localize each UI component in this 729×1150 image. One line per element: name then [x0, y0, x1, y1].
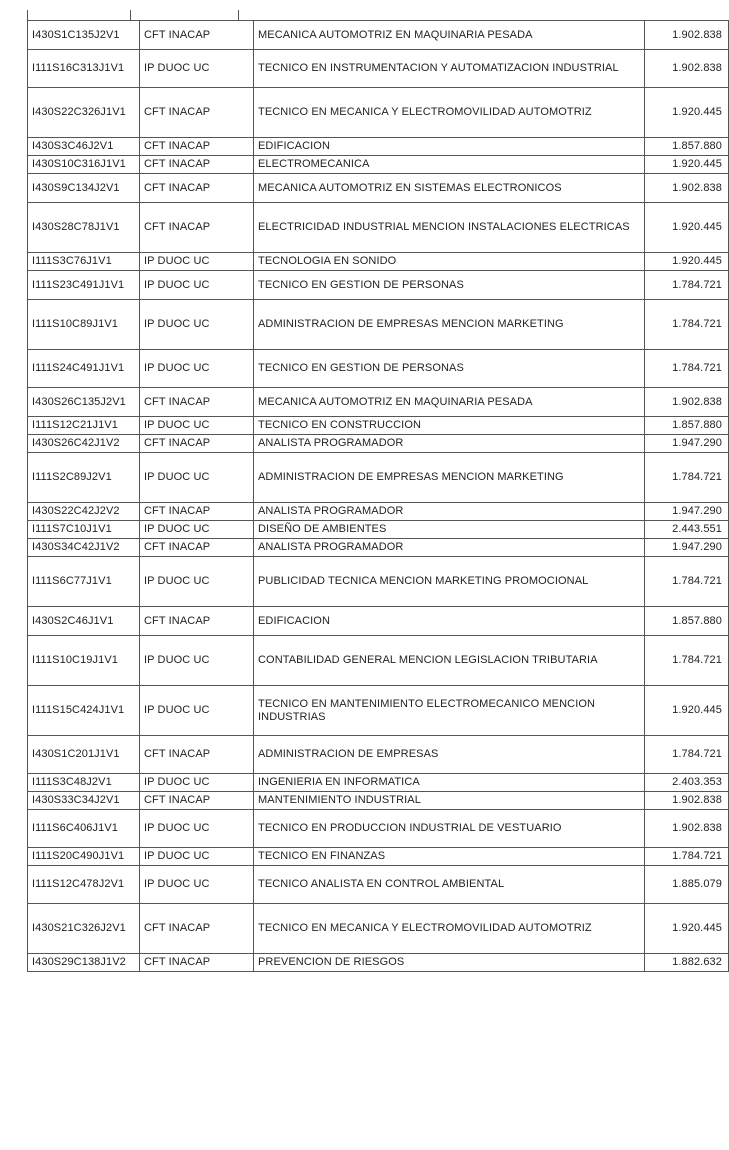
- institution-cell: CFT INACAP: [140, 503, 254, 521]
- amount-cell: 1.857.880: [645, 138, 729, 156]
- code-cell: I111S10C19J1V1: [28, 636, 140, 686]
- code-cell: I430S34C42J1V2: [28, 539, 140, 557]
- career-cell: TECNICO EN INSTRUMENTACION Y AUTOMATIZACION INDUSTRIAL: [254, 50, 645, 88]
- career-cell: ELECTROMECANICA: [254, 156, 645, 174]
- code-cell: I430S33C34J2V1: [28, 792, 140, 810]
- institution-cell: CFT INACAP: [140, 792, 254, 810]
- career-cell: MANTENIMIENTO INDUSTRIAL: [254, 792, 645, 810]
- code-cell: I111S20C490J1V1: [28, 848, 140, 866]
- table-row: [28, 607, 729, 636]
- amount-cell: 1.784.721: [645, 848, 729, 866]
- institution-cell: IP DUOC UC: [140, 636, 254, 686]
- amount-cell: 1.784.721: [645, 736, 729, 774]
- career-cost-table: [27, 20, 729, 972]
- table-row: [28, 954, 729, 972]
- code-cell: I111S7C10J1V1: [28, 521, 140, 539]
- table-row: [28, 521, 729, 539]
- career-cell: MECANICA AUTOMOTRIZ EN SISTEMAS ELECTRONICOS: [254, 174, 645, 203]
- code-cell: I111S12C21J1V1: [28, 417, 140, 435]
- amount-cell: 1.902.838: [645, 174, 729, 203]
- table-row: [28, 848, 729, 866]
- document-page: [27, 10, 722, 972]
- career-cell: ANALISTA PROGRAMADOR: [254, 435, 645, 453]
- table-row: [28, 156, 729, 174]
- institution-cell: IP DUOC UC: [140, 866, 254, 904]
- amount-cell: 2.403.353: [645, 774, 729, 792]
- table-row: [28, 388, 729, 417]
- code-cell: I430S10C316J1V1: [28, 156, 140, 174]
- column-tick: [238, 10, 239, 20]
- code-cell: I430S26C135J2V1: [28, 388, 140, 417]
- code-cell: I430S26C42J1V2: [28, 435, 140, 453]
- table-row: [28, 50, 729, 88]
- institution-cell: IP DUOC UC: [140, 848, 254, 866]
- career-cell: TECNICO EN MECANICA Y ELECTROMOVILIDAD AUTOMOTRIZ: [254, 904, 645, 954]
- career-cell: ADMINISTRACION DE EMPRESAS MENCION MARKETING: [254, 453, 645, 503]
- institution-cell: IP DUOC UC: [140, 557, 254, 607]
- institution-cell: CFT INACAP: [140, 904, 254, 954]
- table-row: [28, 503, 729, 521]
- column-tick: [27, 10, 28, 20]
- table-row: [28, 350, 729, 388]
- career-cell: ANALISTA PROGRAMADOR: [254, 503, 645, 521]
- institution-cell: CFT INACAP: [140, 88, 254, 138]
- career-cell: TECNICO EN CONSTRUCCION: [254, 417, 645, 435]
- career-cell: ELECTRICIDAD INDUSTRIAL MENCION INSTALACIONES ELECTRICAS: [254, 203, 645, 253]
- amount-cell: 1.784.721: [645, 300, 729, 350]
- career-cell: TECNICO EN MANTENIMIENTO ELECTROMECANICO MENCION INDUSTRIAS: [254, 686, 645, 736]
- institution-cell: IP DUOC UC: [140, 810, 254, 848]
- amount-cell: 1.920.445: [645, 686, 729, 736]
- amount-cell: 1.947.290: [645, 539, 729, 557]
- column-tick: [130, 10, 131, 20]
- career-cell: TECNICO EN PRODUCCION INDUSTRIAL DE VESTUARIO: [254, 810, 645, 848]
- code-cell: I430S1C201J1V1: [28, 736, 140, 774]
- institution-cell: CFT INACAP: [140, 156, 254, 174]
- amount-cell: 1.902.838: [645, 50, 729, 88]
- institution-cell: IP DUOC UC: [140, 686, 254, 736]
- career-cell: ANALISTA PROGRAMADOR: [254, 539, 645, 557]
- amount-cell: 1.882.632: [645, 954, 729, 972]
- table-row: [28, 904, 729, 954]
- table-row: [28, 866, 729, 904]
- code-cell: I111S3C76J1V1: [28, 253, 140, 271]
- code-cell: I111S3C48J2V1: [28, 774, 140, 792]
- code-cell: I430S2C46J1V1: [28, 607, 140, 636]
- institution-cell: CFT INACAP: [140, 21, 254, 50]
- amount-cell: 1.784.721: [645, 271, 729, 300]
- amount-cell: 1.920.445: [645, 88, 729, 138]
- code-cell: I430S1C135J2V1: [28, 21, 140, 50]
- institution-cell: CFT INACAP: [140, 607, 254, 636]
- code-cell: I430S22C42J2V2: [28, 503, 140, 521]
- table-row: [28, 686, 729, 736]
- amount-cell: 1.784.721: [645, 557, 729, 607]
- table-row: [28, 271, 729, 300]
- career-cell: ADMINISTRACION DE EMPRESAS MENCION MARKETING: [254, 300, 645, 350]
- code-cell: I430S21C326J2V1: [28, 904, 140, 954]
- institution-cell: IP DUOC UC: [140, 300, 254, 350]
- amount-cell: 1.902.838: [645, 792, 729, 810]
- institution-cell: CFT INACAP: [140, 174, 254, 203]
- amount-cell: 1.920.445: [645, 156, 729, 174]
- amount-cell: 1.784.721: [645, 350, 729, 388]
- table-row: [28, 736, 729, 774]
- table-row: [28, 557, 729, 607]
- amount-cell: 1.947.290: [645, 435, 729, 453]
- code-cell: I111S10C89J1V1: [28, 300, 140, 350]
- table-row: [28, 539, 729, 557]
- institution-cell: IP DUOC UC: [140, 521, 254, 539]
- amount-cell: 1.857.880: [645, 417, 729, 435]
- institution-cell: IP DUOC UC: [140, 774, 254, 792]
- career-cell: CONTABILIDAD GENERAL MENCION LEGISLACION TRIBUTARIA: [254, 636, 645, 686]
- amount-cell: 1.902.838: [645, 388, 729, 417]
- institution-cell: CFT INACAP: [140, 435, 254, 453]
- amount-cell: 1.920.445: [645, 253, 729, 271]
- career-cell: ADMINISTRACION DE EMPRESAS: [254, 736, 645, 774]
- amount-cell: 1.784.721: [645, 636, 729, 686]
- code-cell: I111S6C406J1V1: [28, 810, 140, 848]
- career-cell: PREVENCION DE RIESGOS: [254, 954, 645, 972]
- code-cell: I111S12C478J2V1: [28, 866, 140, 904]
- career-cell: TECNOLOGIA EN SONIDO: [254, 253, 645, 271]
- table-row: [28, 88, 729, 138]
- table-row: [28, 792, 729, 810]
- career-cell: MECANICA AUTOMOTRIZ EN MAQUINARIA PESADA: [254, 21, 645, 50]
- career-cell: PUBLICIDAD TECNICA MENCION MARKETING PROMOCIONAL: [254, 557, 645, 607]
- amount-cell: 1.885.079: [645, 866, 729, 904]
- institution-cell: IP DUOC UC: [140, 253, 254, 271]
- career-cell: TECNICO EN GESTION DE PERSONAS: [254, 271, 645, 300]
- table-row: [28, 174, 729, 203]
- table-row: [28, 253, 729, 271]
- code-cell: I111S15C424J1V1: [28, 686, 140, 736]
- institution-cell: IP DUOC UC: [140, 50, 254, 88]
- career-cell: TECNICO EN FINANZAS: [254, 848, 645, 866]
- code-cell: I430S28C78J1V1: [28, 203, 140, 253]
- table-row: [28, 636, 729, 686]
- code-cell: I111S2C89J2V1: [28, 453, 140, 503]
- table-row: [28, 21, 729, 50]
- table-row: [28, 138, 729, 156]
- amount-cell: 2.443.551: [645, 521, 729, 539]
- institution-cell: CFT INACAP: [140, 539, 254, 557]
- table-body: [28, 21, 729, 972]
- institution-cell: CFT INACAP: [140, 954, 254, 972]
- table-row: [28, 453, 729, 503]
- institution-cell: IP DUOC UC: [140, 453, 254, 503]
- code-cell: I111S24C491J1V1: [28, 350, 140, 388]
- amount-cell: 1.902.838: [645, 810, 729, 848]
- institution-cell: IP DUOC UC: [140, 271, 254, 300]
- career-cell: MECANICA AUTOMOTRIZ EN MAQUINARIA PESADA: [254, 388, 645, 417]
- code-cell: I111S6C77J1V1: [28, 557, 140, 607]
- table-row: [28, 203, 729, 253]
- institution-cell: IP DUOC UC: [140, 350, 254, 388]
- code-cell: I430S29C138J1V2: [28, 954, 140, 972]
- institution-cell: CFT INACAP: [140, 138, 254, 156]
- table-row: [28, 810, 729, 848]
- code-cell: I430S3C46J2V1: [28, 138, 140, 156]
- institution-cell: CFT INACAP: [140, 203, 254, 253]
- table-row: [28, 435, 729, 453]
- institution-cell: IP DUOC UC: [140, 417, 254, 435]
- table-row: [28, 417, 729, 435]
- career-cell: TECNICO ANALISTA EN CONTROL AMBIENTAL: [254, 866, 645, 904]
- code-cell: I111S16C313J1V1: [28, 50, 140, 88]
- amount-cell: 1.902.838: [645, 21, 729, 50]
- amount-cell: 1.857.880: [645, 607, 729, 636]
- career-cell: DISEÑO DE AMBIENTES: [254, 521, 645, 539]
- career-cell: TECNICO EN MECANICA Y ELECTROMOVILIDAD AUTOMOTRIZ: [254, 88, 645, 138]
- table-row: [28, 774, 729, 792]
- career-cell: EDIFICACION: [254, 607, 645, 636]
- code-cell: I430S22C326J1V1: [28, 88, 140, 138]
- career-cell: EDIFICACION: [254, 138, 645, 156]
- career-cell: TECNICO EN GESTION DE PERSONAS: [254, 350, 645, 388]
- code-cell: I430S9C134J2V1: [28, 174, 140, 203]
- amount-cell: 1.920.445: [645, 203, 729, 253]
- amount-cell: 1.784.721: [645, 453, 729, 503]
- amount-cell: 1.920.445: [645, 904, 729, 954]
- institution-cell: CFT INACAP: [140, 388, 254, 417]
- table-row: [28, 300, 729, 350]
- code-cell: I111S23C491J1V1: [28, 271, 140, 300]
- institution-cell: CFT INACAP: [140, 736, 254, 774]
- amount-cell: 1.947.290: [645, 503, 729, 521]
- career-cell: INGENIERIA EN INFORMATICA: [254, 774, 645, 792]
